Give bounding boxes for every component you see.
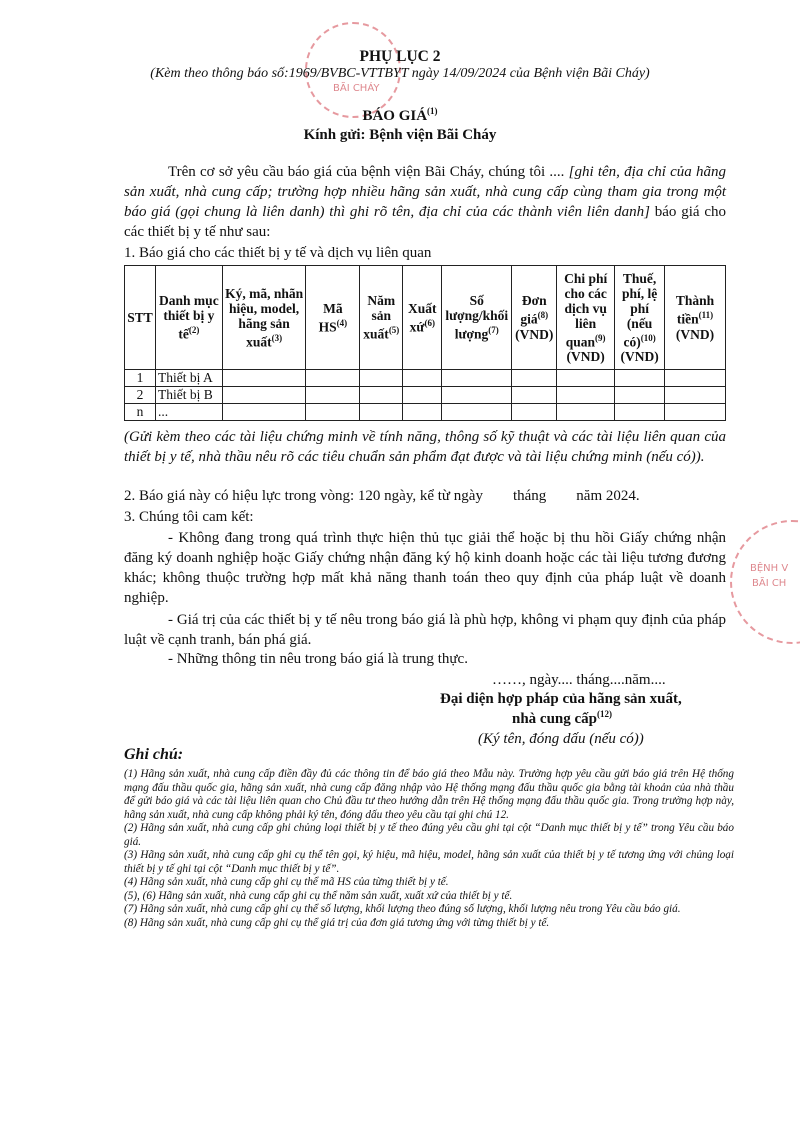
right-stamp-text-2: BÃI CH xyxy=(752,578,787,589)
header-cell: Năm sản xuất$^{(5)}$ xyxy=(360,266,403,370)
recipient-line: Kính gửi: Bệnh viện Bãi Cháy xyxy=(303,127,497,143)
intro-paragraph xyxy=(124,162,726,242)
note-item: (2) Hãng sản xuất, nhà cung cấp ghi chủng loại thiết bị y tế theo đúng yêu cầu ghi tại cột “Danh mục thiết bị y tế” trong Yêu cầu báo giá. xyxy=(124,822,734,848)
section-3-heading: 3. Chúng tôi cam kết: xyxy=(124,509,254,525)
commitment-1: - Không đang trong quá trình thực hiện thủ tục giải thể hoặc bị thu hồi Giấy chứng nhận đăng ký doanh nghiệp hoặc Giấy chứng nhận đăng ký hộ kinh doanh hoặc các tài liệu tương đương khác; không thuộc trường hợp mất khả năng thanh toán theo quy định của pháp luật về doanh nghiệp. xyxy=(124,530,726,606)
table-row xyxy=(125,404,726,421)
header-cell: Chi phí cho các dịch vụ liên quan$^{(9)}$ (VND) xyxy=(557,266,615,370)
table-header-row xyxy=(125,266,726,370)
intro-text-italic: [ghi tên, địa chỉ của hãng sản xuất, nhà cung cấp; trường hợp nhiều hãng sản xuất, nhà cung cấp cùng tham gia trong một báo giá (gọi chung là liên danh) thì ghi rõ tên, địa chỉ của các thành viên liên danh] xyxy=(124,164,726,220)
section-2-validity: 2. Báo giá này có hiệu lực trong vòng: 120 ngày, kể từ ngày tháng năm 2024. xyxy=(124,488,640,504)
quote-title-sup: (1) xyxy=(427,106,438,116)
note-item: (3) Hãng sản xuất, nhà cung cấp ghi cụ thể tên gọi, ký hiệu, mã hiệu, model, hãng sản xuất của thiết bị y tế tương ứng với chủng loại thiết bị y tế ghi tại cột “Danh mục thiết bị y tế”. xyxy=(124,849,734,875)
row-item-name: Thiết bị A xyxy=(155,370,222,387)
section-1-heading: 1. Báo giá cho các thiết bị y tế và dịch vụ liên quan xyxy=(124,245,432,261)
header-cell: Đơn giá$^{(8)}$ (VND) xyxy=(512,266,557,370)
note-item: (5), (6) Hãng sản xuất, nhà cung cấp ghi cụ thể năm sản xuất, xuất xứ của thiết bị y tế. xyxy=(124,889,513,902)
table-note: (Gửi kèm theo các tài liệu chứng minh về tính năng, thông số kỹ thuật và các tài liệu liên quan của thiết bị y tế, nhà thầu nêu rõ các tiêu chuẩn sản phẩm đạt được và tài liệu chứng minh (nếu có)). xyxy=(124,429,726,465)
row-item-name: ... xyxy=(155,404,222,421)
row-stt: 2 xyxy=(125,387,156,404)
row-stt: 1 xyxy=(125,370,156,387)
notes-list xyxy=(124,768,734,930)
commitment-3: - Những thông tin nêu trong báo giá là trung thực. xyxy=(168,651,468,667)
intro-text-2: báo giá cho các thiết bị y tế như sau: xyxy=(124,204,727,240)
quote-title xyxy=(0,106,800,125)
note-item: (8) Hãng sản xuất, nhà cung cấp ghi cụ thể giá trị của đơn giá tương ứng với từng thiết bị y tế. xyxy=(124,916,550,929)
note-item: (1) Hãng sản xuất, nhà cung cấp điền đầy đủ các thông tin để báo giá theo Mẫu này. Trường hợp yêu cầu gửi báo giá trên Hệ thống mạng đấu thầu quốc gia, hãng sản xuất, nhà cung cấp đăng nhập vào Hệ thống mạng đấu thầu quốc gia bằng tài khoản của nhà thầu để gửi báo giá và các tài liệu liên quan cho Chủ đầu tư theo hướng dẫn trên Hệ thống mạng đấu thầu quốc gia. Trong trường hợp này, hãng sản xuất, nhà cung cấp không phải ký tên, đóng dấu theo yêu cầu tại ghi chú 12. xyxy=(124,768,734,821)
header-cell: Danh mục thiết bị y tế$^{(2)}$ xyxy=(155,266,222,370)
appendix-title: PHỤ LỤC 2 xyxy=(359,48,441,65)
header-cell: Số lượng/khối lượng$^{(7)}$ xyxy=(442,266,512,370)
quote-title-text: BÁO GIÁ xyxy=(362,108,428,124)
right-stamp-text-1: BỆNH V xyxy=(750,563,789,574)
header-cell: Thuế, phí, lệ phí (nếu có)$^{(10)}$ (VND) xyxy=(615,266,665,370)
signature-line-1: Đại diện hợp pháp của hãng sản xuất, xyxy=(440,691,682,707)
notes-title: Ghi chú: xyxy=(124,746,184,763)
table-row xyxy=(125,370,726,387)
intro-text-1: Trên cơ sở yêu cầu báo giá của bệnh viện Bãi Cháy, chúng tôi .... xyxy=(168,164,569,180)
header-cell: Xuất xứ$^{(6)}$ xyxy=(403,266,442,370)
quote-table xyxy=(124,265,726,421)
appendix-subtitle: (Kèm theo thông báo số:1969/BVBC-VTTBYT ngày 14/09/2024 của Bệnh viện Bãi Cháy) xyxy=(150,66,650,81)
row-stt: n xyxy=(125,404,156,421)
header-cell: Ký, mã, nhãn hiệu, model, hãng sản xuất$^{(3)}$ xyxy=(222,266,306,370)
commitment-2: - Giá trị của các thiết bị y tế nêu trong báo giá là phù hợp, không vi phạm quy định của pháp luật về cạnh tranh, bán phá giá. xyxy=(124,612,726,648)
header-cell: Mã HS$^{(4)}$ xyxy=(306,266,360,370)
signature-line-2: nhà cung cấp$^{(12)}$ xyxy=(512,709,613,727)
note-item: (4) Hãng sản xuất, nhà cung cấp ghi cụ thể mã HS của từng thiết bị y tế. xyxy=(124,876,449,888)
date-line: ……, ngày.... tháng....năm.... xyxy=(492,672,666,688)
signature-line-3: (Ký tên, đóng dấu (nếu có)) xyxy=(478,731,644,747)
row-item-name: Thiết bị B xyxy=(155,387,222,404)
note-item: (7) Hãng sản xuất, nhà cung cấp ghi cụ thể số lượng, khối lượng theo đúng số lượng, khối lượng nêu trong Yêu cầu báo giá. xyxy=(124,903,681,915)
table-row xyxy=(125,387,726,404)
top-stamp-text: BÃI CHÁY xyxy=(333,83,380,94)
header-cell: STT xyxy=(125,266,156,370)
header-cell: Thành tiền$^{(11)}$ (VND) xyxy=(665,266,726,370)
